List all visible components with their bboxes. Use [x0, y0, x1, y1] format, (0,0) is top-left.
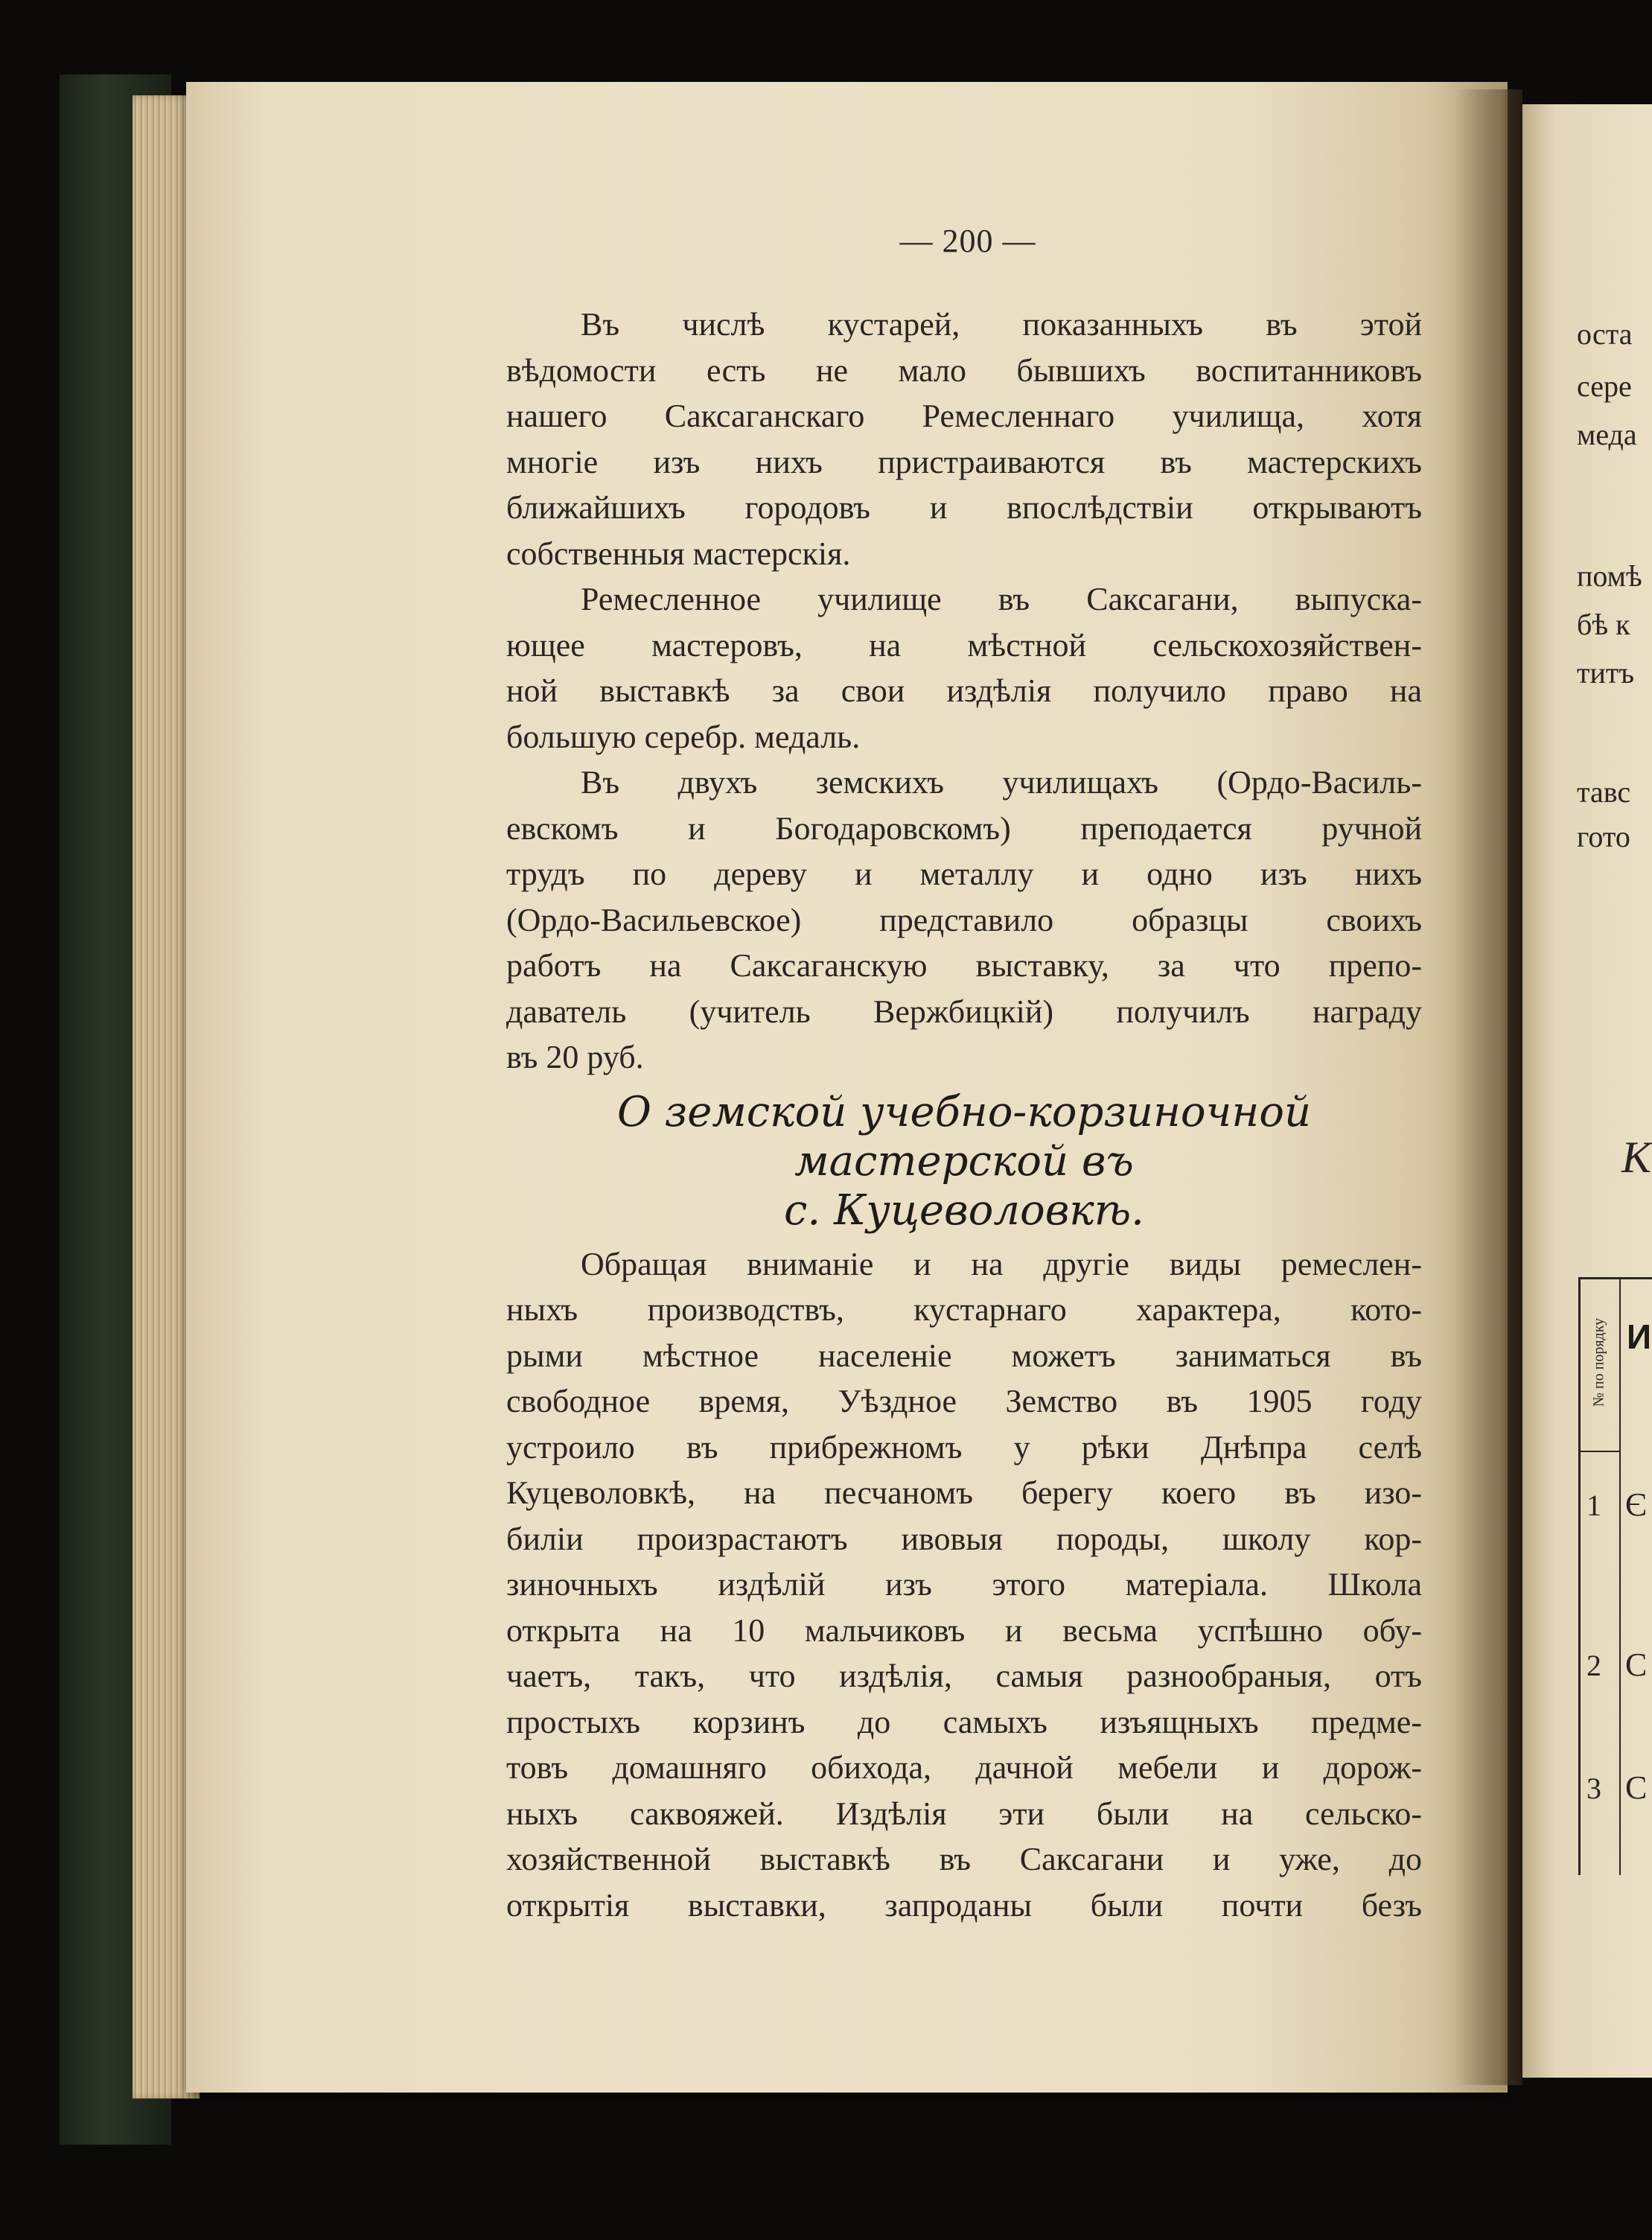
text-line: чаетъ, такъ, что издѣлія, самыя разнообраныя, отъ: [506, 1658, 1422, 1694]
right-page-heading: К: [1621, 1133, 1651, 1182]
text-line: вѣдомости есть не мало бывшихъ воспитанниковъ: [506, 351, 1422, 389]
text-line: Ремесленное училище въ Саксагани, выпуска-: [581, 581, 1422, 617]
text-line: большую серебр. медаль.: [506, 718, 861, 755]
text-line: въ 20 руб.: [506, 1039, 644, 1075]
text-line: трудъ по дереву и металлу и одно изъ нихъ: [506, 856, 1422, 892]
book-gutter: [1455, 89, 1522, 2085]
text-line: ныхъ саквояжей. Издѣлія эти были на сельско-: [506, 1795, 1422, 1832]
table-row-number: 1: [1586, 1489, 1601, 1522]
text-line: (Ордо-Васильевское) представило образцы своихъ: [506, 901, 1422, 938]
text-line: евскомъ и Богодаровскомъ) преподается ручной: [506, 809, 1422, 847]
text-line: простыхъ корзинъ до самыхъ изъящныхъ предме-: [506, 1703, 1422, 1740]
right-page-line: бѣ к: [1577, 608, 1630, 641]
text-line: открыта на 10 мальчиковъ и весьма успѣшно обу-: [506, 1611, 1422, 1649]
page-body: [506, 302, 1422, 1928]
text-line: ной выставкѣ за свои издѣлія получило право на: [506, 672, 1422, 709]
table-row-fragment: С: [1625, 1769, 1648, 1806]
right-page-line: меда: [1577, 418, 1637, 451]
right-page-line: титъ: [1577, 656, 1635, 690]
text-line: хозяйственной выставкѣ въ Саксагани и уже, до: [506, 1841, 1422, 1877]
text-line: зиночныхъ издѣлій изъ этого матеріала. Школа: [506, 1566, 1422, 1603]
heading-line-2: с. Куцеволовкѣ.: [784, 1186, 1144, 1235]
text-line: нашего Саксаганскаго Ремесленнаго училища, хотя: [506, 398, 1422, 434]
text-line: Обращая вниманіе и на другіе виды ремеслен-: [581, 1245, 1422, 1282]
text-line: биліи произрастаютъ ивовыя породы, школу кор-: [506, 1520, 1422, 1557]
table-header-fragment: И: [1627, 1317, 1652, 1356]
text-line: даватель (учитель Вержбицкій) получилъ награду: [506, 993, 1422, 1030]
text-line: рыми мѣстное населеніе можетъ заниматься въ: [506, 1337, 1422, 1374]
right-page-line: помѣ: [1577, 559, 1642, 593]
text-line: Въ числѣ кустарей, показанныхъ въ этой: [581, 306, 1422, 343]
page-number: — 200 —: [899, 223, 1036, 259]
section-heading: [506, 1088, 1422, 1235]
text-line: работъ на Саксаганскую выставку, за что препо-: [506, 947, 1422, 984]
text-line: Въ двухъ земскихъ училищахъ (Ордо-Василь-: [581, 764, 1422, 801]
paragraph-2: [506, 576, 1422, 760]
table-row-fragment: С: [1625, 1646, 1648, 1683]
right-page-line: сере: [1577, 369, 1632, 403]
table-row-number: 2: [1586, 1649, 1601, 1682]
right-page-line: оста: [1577, 317, 1633, 351]
column-header-label: № по порядку: [1590, 1317, 1607, 1407]
paragraph-3: [506, 760, 1422, 1081]
paragraph-4: [506, 1241, 1422, 1929]
right-page-table: [1578, 1277, 1652, 1875]
text-line: ющее мастеровъ, на мѣстной сельскохозяйствен-: [506, 626, 1422, 664]
text-line: ближайшихъ городовъ и впослѣдствіи открываютъ: [506, 489, 1422, 526]
text-line: свободное время, Уѣздное Земство въ 1905 году: [506, 1383, 1422, 1419]
text-line: многіе изъ нихъ пристраиваются въ мастерскихъ: [506, 443, 1422, 480]
table-divider: [1619, 1451, 1621, 1875]
table-row-fragment: Є: [1625, 1486, 1648, 1523]
right-page-line: тавс: [1577, 775, 1631, 809]
heading-line-1: О земской учебно-корзиночной мастерской въ: [616, 1087, 1312, 1186]
text-line: ныхъ производствъ, кустарнаго характера, кото-: [506, 1291, 1422, 1328]
table-row-number: 3: [1586, 1772, 1601, 1805]
text-line: Куцеволовкѣ, на песчаномъ берегу коего въ изо-: [506, 1474, 1422, 1511]
text-line: открытія выставки, запроданы были почти безъ: [506, 1886, 1422, 1924]
text-line: товъ домашняго обихода, дачной мебели и дорож-: [506, 1749, 1422, 1786]
text-line: собственныя мастерскія.: [506, 535, 851, 572]
paragraph-1: [506, 302, 1422, 576]
text-line: устроило въ прибрежномъ у рѣки Днѣпра селѣ: [506, 1428, 1422, 1466]
right-page-line: гото: [1577, 820, 1630, 853]
table-column-header: [1581, 1279, 1621, 1452]
